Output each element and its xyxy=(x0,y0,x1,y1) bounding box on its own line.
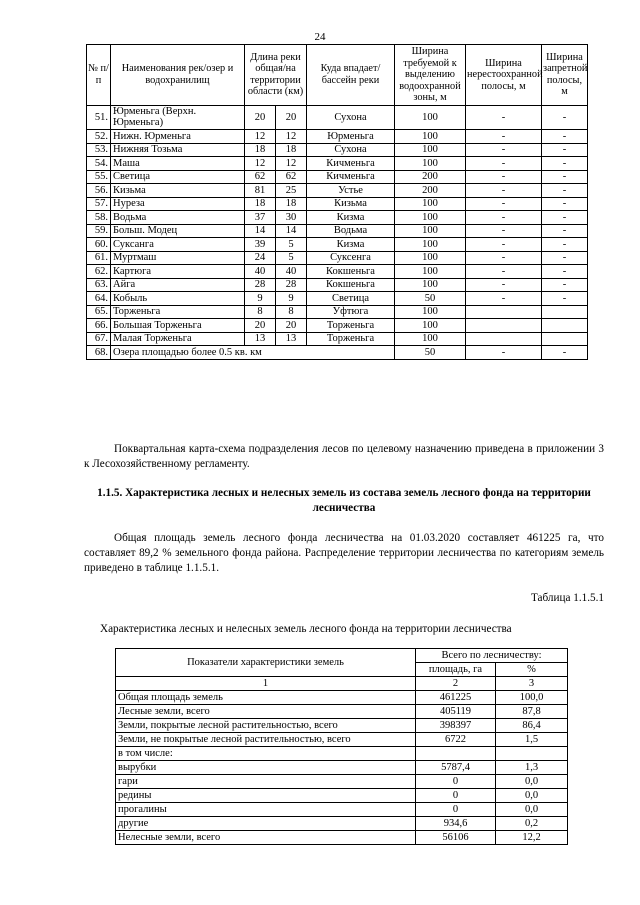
length-total: 8 xyxy=(245,305,276,319)
pct-value: 12,2 xyxy=(496,831,568,845)
table-row xyxy=(116,691,568,705)
row-number: 58. xyxy=(87,211,111,225)
flows-into: Светица xyxy=(307,292,395,306)
width-prohibited: - xyxy=(542,238,588,252)
header-area: площадь, га xyxy=(416,663,496,677)
flows-into: Кизьма xyxy=(307,197,395,211)
flows-into: Кичменьга xyxy=(307,157,395,171)
length-region: 40 xyxy=(276,265,307,279)
length-total: 18 xyxy=(245,197,276,211)
river-name: Муртмаш xyxy=(111,251,245,265)
row-number: 61. xyxy=(87,251,111,265)
rivers-table xyxy=(86,44,588,360)
map-paragraph: Поквартальная карта-схема подразделения лесов по целевому назначению приведена в приложении 3 к Лесохозяйственному регламенту. xyxy=(84,443,604,470)
length-total: 12 xyxy=(245,157,276,171)
pct-value: 87,8 xyxy=(496,705,568,719)
length-total: 37 xyxy=(245,211,276,225)
river-name: Малая Торженьга xyxy=(111,332,245,346)
width-prohibited: - xyxy=(542,130,588,144)
header-pct: % xyxy=(496,663,568,677)
table-row xyxy=(87,105,588,130)
width-prohibited: - xyxy=(542,265,588,279)
width-required: 100 xyxy=(395,143,466,157)
length-region: 18 xyxy=(276,143,307,157)
length-region: 12 xyxy=(276,130,307,144)
length-total: 9 xyxy=(245,292,276,306)
row-number: 51. xyxy=(87,105,111,130)
area-value: 0 xyxy=(416,803,496,817)
table-row xyxy=(116,817,568,831)
river-name: Торженьга xyxy=(111,305,245,319)
length-total: 40 xyxy=(245,265,276,279)
table-row xyxy=(116,719,568,733)
width-required: 200 xyxy=(395,184,466,198)
row-number: 52. xyxy=(87,130,111,144)
length-total: 20 xyxy=(245,319,276,333)
table-row xyxy=(87,319,588,333)
indicator-label: гари xyxy=(116,775,416,789)
table-row xyxy=(116,831,568,845)
width-prohibited: - xyxy=(542,197,588,211)
table-row xyxy=(87,211,588,225)
row-number: 54. xyxy=(87,157,111,171)
pct-value: 1,5 xyxy=(496,733,568,747)
flows-into: Кизма xyxy=(307,211,395,225)
length-region: 25 xyxy=(276,184,307,198)
pct-value: 100,0 xyxy=(496,691,568,705)
indicator-label: Земли, покрытые лесной растительностью, всего xyxy=(116,719,416,733)
length-region: 14 xyxy=(276,224,307,238)
length-total: 18 xyxy=(245,143,276,157)
section-heading: 1.1.5. Характеристика лесных и нелесных земель из состава земель лесного фонда на территории лесничества xyxy=(97,487,591,514)
flows-into: Сухона xyxy=(307,105,395,130)
river-name: Нижняя Тозьма xyxy=(111,143,245,157)
table-row xyxy=(87,292,588,306)
area-value: 398397 xyxy=(416,719,496,733)
table-row xyxy=(116,803,568,817)
river-name: Нижн. Юрменьга xyxy=(111,130,245,144)
header-width-required: Ширина требуемой к выделению водоохранной зоны, м xyxy=(395,45,466,106)
width-prohibited: - xyxy=(542,278,588,292)
width-required: 100 xyxy=(395,305,466,319)
table-row xyxy=(87,251,588,265)
indicator-label: Нелесные земли, всего xyxy=(116,831,416,845)
land-table xyxy=(115,648,568,845)
row-number: 57. xyxy=(87,197,111,211)
area-value: 56106 xyxy=(416,831,496,845)
row-number: 59. xyxy=(87,224,111,238)
width-spawning: - xyxy=(466,292,542,306)
width-required: 100 xyxy=(395,157,466,171)
length-region: 5 xyxy=(276,238,307,252)
table-row xyxy=(116,789,568,803)
area-value: 6722 xyxy=(416,733,496,747)
table-row xyxy=(87,157,588,171)
width-prohibited xyxy=(542,332,588,346)
row-number: 65. xyxy=(87,305,111,319)
width-prohibited: - xyxy=(542,251,588,265)
col-number-3: 3 xyxy=(496,677,568,691)
length-total: 13 xyxy=(245,332,276,346)
width-spawning: - xyxy=(466,157,542,171)
river-name: Больш. Модец xyxy=(111,224,245,238)
river-name: Айга xyxy=(111,278,245,292)
flows-into: Торженьга xyxy=(307,332,395,346)
river-name: Маша xyxy=(111,157,245,171)
flows-into: Сухона xyxy=(307,143,395,157)
length-total: 62 xyxy=(245,170,276,184)
row-number: 68. xyxy=(87,346,111,360)
flows-into: Уфтюга xyxy=(307,305,395,319)
width-spawning: - xyxy=(466,211,542,225)
river-name: Юрменьга (Верхн. Юрменьга) xyxy=(111,105,245,130)
length-region: 20 xyxy=(276,105,307,130)
pct-value: 0,0 xyxy=(496,803,568,817)
length-total: 81 xyxy=(245,184,276,198)
indicator-label: в том числе: xyxy=(116,747,416,761)
pct-value: 86,4 xyxy=(496,719,568,733)
header-flows-into: Куда впадает/бассейн реки xyxy=(307,45,395,106)
table-row xyxy=(87,184,588,198)
width-prohibited: - xyxy=(542,292,588,306)
indicator-label: Земли, не покрытые лесной растительностью, всего xyxy=(116,733,416,747)
river-name: Светица xyxy=(111,170,245,184)
indicator-label: другие xyxy=(116,817,416,831)
river-name: Большая Торженьга xyxy=(111,319,245,333)
flows-into: Кокшеньга xyxy=(307,265,395,279)
width-prohibited: - xyxy=(542,143,588,157)
length-region: 9 xyxy=(276,292,307,306)
area-value: 0 xyxy=(416,789,496,803)
table-row xyxy=(87,305,588,319)
flows-into: Устье xyxy=(307,184,395,198)
river-name: Кобыль xyxy=(111,292,245,306)
row-number: 63. xyxy=(87,278,111,292)
width-spawning: - xyxy=(466,278,542,292)
table-row xyxy=(116,747,568,761)
row-number: 60. xyxy=(87,238,111,252)
pct-value: 0,2 xyxy=(496,817,568,831)
width-spawning: - xyxy=(466,238,542,252)
river-name: Суксанга xyxy=(111,238,245,252)
indicator-label: Лесные земли, всего xyxy=(116,705,416,719)
land-table-body xyxy=(116,649,568,845)
length-region: 20 xyxy=(276,319,307,333)
table-row xyxy=(116,705,568,719)
length-total: 28 xyxy=(245,278,276,292)
table-row xyxy=(87,332,588,346)
page-number: 24 xyxy=(314,31,326,43)
header-total: Всего по лесничеству: xyxy=(416,649,568,663)
col-number-1: 1 xyxy=(116,677,416,691)
area-value: 0 xyxy=(416,775,496,789)
table-title: Характеристика лесных и нелесных земель лесного фонда на территории лесничества xyxy=(100,623,512,635)
width-spawning xyxy=(466,305,542,319)
length-total: 24 xyxy=(245,251,276,265)
length-region: 28 xyxy=(276,278,307,292)
pct-value xyxy=(496,747,568,761)
rivers-table-body xyxy=(87,105,588,359)
width-spawning: - xyxy=(466,251,542,265)
area-value: 934,6 xyxy=(416,817,496,831)
width-required: 200 xyxy=(395,170,466,184)
table-row xyxy=(87,143,588,157)
width-required: 50 xyxy=(395,292,466,306)
width-spawning: - xyxy=(466,130,542,144)
length-total: 12 xyxy=(245,130,276,144)
table-row xyxy=(87,130,588,144)
length-region: 8 xyxy=(276,305,307,319)
length-total: 39 xyxy=(245,238,276,252)
row-number: 66. xyxy=(87,319,111,333)
area-value: 5787,4 xyxy=(416,761,496,775)
header-indicator: Показатели характеристики земель xyxy=(116,649,416,677)
width-required: 100 xyxy=(395,265,466,279)
row-number: 67. xyxy=(87,332,111,346)
width-prohibited xyxy=(542,305,588,319)
width-prohibited: - xyxy=(542,170,588,184)
lake-name: Озера площадью более 0.5 кв. км xyxy=(111,346,395,360)
width-spawning: - xyxy=(466,224,542,238)
indicator-label: прогалины xyxy=(116,803,416,817)
width-prohibited xyxy=(542,319,588,333)
table-row xyxy=(87,278,588,292)
length-total: 14 xyxy=(245,224,276,238)
river-name: Картюга xyxy=(111,265,245,279)
header-name: Наименования рек/озер и водохранилищ xyxy=(111,45,245,106)
header-length: Длина реки общая/на территории области (км) xyxy=(245,45,307,106)
width-required: 100 xyxy=(395,332,466,346)
length-region: 5 xyxy=(276,251,307,265)
flows-into: Суксенга xyxy=(307,251,395,265)
width-prohibited: - xyxy=(542,184,588,198)
length-region: 13 xyxy=(276,332,307,346)
river-name: Водьма xyxy=(111,211,245,225)
flows-into: Кизма xyxy=(307,238,395,252)
width-required: 100 xyxy=(395,278,466,292)
width-prohibited: - xyxy=(542,211,588,225)
width-required: 50 xyxy=(395,346,466,360)
land-header-row xyxy=(116,649,568,663)
width-prohibited: - xyxy=(542,346,588,360)
width-spawning: - xyxy=(466,170,542,184)
flows-into: Водьма xyxy=(307,224,395,238)
width-spawning xyxy=(466,332,542,346)
flows-into: Торженьга xyxy=(307,319,395,333)
header-width-prohibited: Ширина запретной полосы, м xyxy=(542,45,588,106)
col-number-2: 2 xyxy=(416,677,496,691)
row-number: 62. xyxy=(87,265,111,279)
width-required: 100 xyxy=(395,224,466,238)
indicator-label: вырубки xyxy=(116,761,416,775)
length-region: 12 xyxy=(276,157,307,171)
table-row xyxy=(87,197,588,211)
header-width-spawning: Ширина нерестоохранной полосы, м xyxy=(466,45,542,106)
river-name: Нуреза xyxy=(111,197,245,211)
width-spawning: - xyxy=(466,105,542,130)
width-spawning xyxy=(466,319,542,333)
table-row xyxy=(87,346,588,360)
row-number: 56. xyxy=(87,184,111,198)
width-required: 100 xyxy=(395,105,466,130)
pct-value: 0,0 xyxy=(496,775,568,789)
width-spawning: - xyxy=(466,265,542,279)
width-required: 100 xyxy=(395,319,466,333)
table-row xyxy=(87,170,588,184)
indicator-label: Общая площадь земель xyxy=(116,691,416,705)
table-row xyxy=(116,775,568,789)
table-row xyxy=(87,265,588,279)
area-value: 461225 xyxy=(416,691,496,705)
width-spawning: - xyxy=(466,346,542,360)
area-paragraph: Общая площадь земель лесного фонда лесничества на 01.03.2020 составляет 461225 га, что составляет 89,2 % земельного фонда района. Распределение территории лесничества по категориям земель приведено в таблице 1.1.5.1. xyxy=(84,532,604,574)
width-spawning: - xyxy=(466,184,542,198)
width-spawning: - xyxy=(466,197,542,211)
width-required: 100 xyxy=(395,130,466,144)
width-required: 100 xyxy=(395,251,466,265)
row-number: 53. xyxy=(87,143,111,157)
row-number: 64. xyxy=(87,292,111,306)
river-name: Кизьма xyxy=(111,184,245,198)
pct-value: 0,0 xyxy=(496,789,568,803)
table-row xyxy=(87,238,588,252)
land-col-numbers-row xyxy=(116,677,568,691)
area-value: 405119 xyxy=(416,705,496,719)
table-row xyxy=(116,733,568,747)
table-row xyxy=(87,224,588,238)
table-row xyxy=(116,761,568,775)
row-number: 55. xyxy=(87,170,111,184)
width-prohibited: - xyxy=(542,105,588,130)
area-value xyxy=(416,747,496,761)
header-num: № п/п xyxy=(87,45,111,106)
length-region: 62 xyxy=(276,170,307,184)
table-caption: Таблица 1.1.5.1 xyxy=(530,592,604,604)
flows-into: Кокшеньга xyxy=(307,278,395,292)
flows-into: Кичменьга xyxy=(307,170,395,184)
width-required: 100 xyxy=(395,197,466,211)
width-required: 100 xyxy=(395,238,466,252)
width-prohibited: - xyxy=(542,157,588,171)
width-spawning: - xyxy=(466,143,542,157)
length-total: 20 xyxy=(245,105,276,130)
flows-into: Юрменьга xyxy=(307,130,395,144)
rivers-header-row xyxy=(87,45,588,106)
length-region: 30 xyxy=(276,211,307,225)
length-region: 18 xyxy=(276,197,307,211)
width-required: 100 xyxy=(395,211,466,225)
width-prohibited: - xyxy=(542,224,588,238)
indicator-label: редины xyxy=(116,789,416,803)
pct-value: 1,3 xyxy=(496,761,568,775)
